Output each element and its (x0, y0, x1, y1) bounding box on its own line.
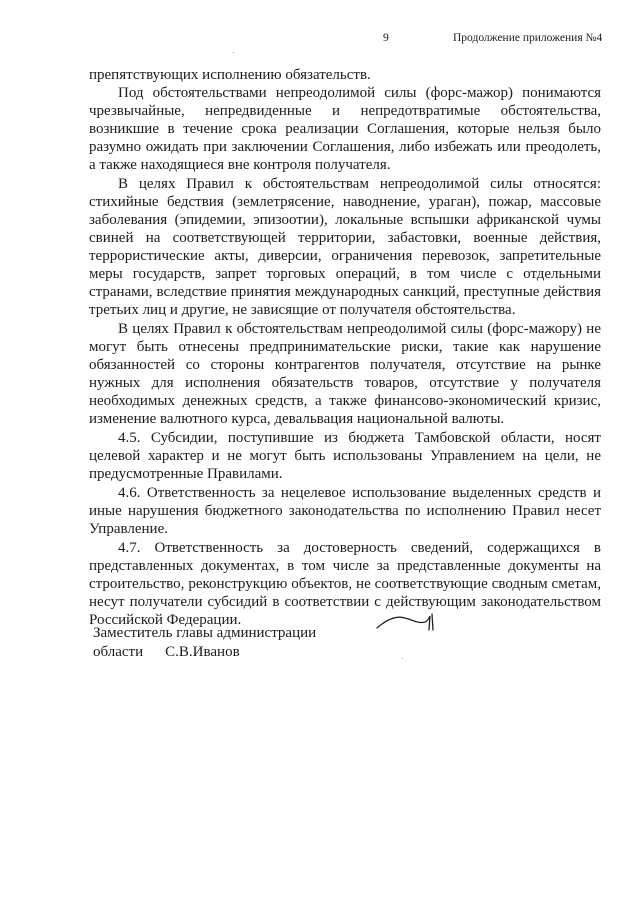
paragraph-force-majeure-excludes: В целях Правил к обстоятельствам непреодолимой силы (форс-мажору) не могут быть отнесены предпринимательские риски, такие как нарушение обязанностей со стороны контрагентов получателя, отсутствие на рынке нужных для исполнения обязательств товаров, отсутствие у получателя необходимых денежных средств, а также финансово-экономический кризис, изменение валютного курса, девальвация национальной валюты. (89, 321, 601, 427)
paragraph-force-majeure-definition: Под обстоятельствами непреодолимой силы (форс-мажор) понимаются чрезвычайные, непредвиденные и непредотвратимые обстоятельства, возникшие в течение срока реализации Соглашения, которые нельзя было разумно ожидать при заключении Соглашения, либо избежать или преодолеть, а также находящиеся вне контроля получателя. (89, 85, 601, 173)
scan-speck (233, 52, 234, 53)
document-body (89, 66, 601, 629)
paragraph-force-majeure-includes: В целях Правил к обстоятельствам непреодолимой силы относятся: стихийные бедствия (землетрясение, наводнение, ураган), пожар, массовые заболевания (эпидемии, эпизоотии), локальные вспышки африканской чумы свиней на соответствующей территории, забастовки, военные действия, террористические акты, диверсии, ограничения перевозок, запретительные меры государств, запрет торговых операций, в том числе с отдельными странами, вследствие принятия международных санкций, преступные действия третьих лиц и другие, не зависящие от получателя обстоятельства. (89, 176, 601, 318)
scan-speck (402, 658, 403, 659)
signer-name: С.В.Иванов (165, 644, 240, 660)
signer-region: области (93, 644, 144, 660)
paragraph-4-6-responsibility: 4.6. Ответственность за нецелевое использование выделенных средств и иные нарушения бюджетного законодательства по исполнению Правил несет Управление. (89, 485, 601, 537)
page-number: 9 (383, 32, 389, 44)
signer-line (93, 643, 316, 662)
appendix-continuation-label: Продолжение приложения №4 (453, 32, 603, 44)
paragraph-4-5-subsidies: 4.5. Субсидии, поступившие из бюджета Тамбовской области, носят целевой характер и не могут быть использованы Управлением на цели, не предусмотренные Правилами. (89, 430, 601, 482)
paragraph-4-7-reliability: 4.7. Ответственность за достоверность сведений, содержащихся в представленных документах, в том числе за представленные документы на строительство, реконструкцию объектов, не соответствующие сводным сметам, несут получатели субсидий в соответствии с действующим законодательством Российской Федерации. (89, 540, 601, 628)
signer-position: Заместитель главы администрации (93, 625, 317, 641)
handwritten-signature (375, 608, 437, 636)
paragraph-obligations-end: препятствующих исполнению обязательств. (89, 67, 371, 83)
signature-block (93, 624, 316, 662)
last-paragraph-row (89, 539, 601, 629)
